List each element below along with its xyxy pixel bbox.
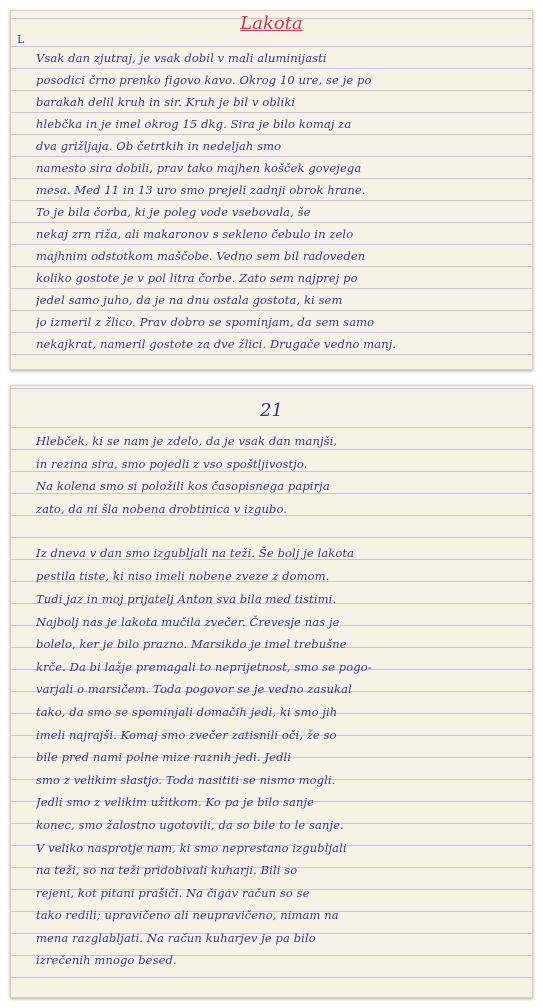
text-line: Iz dneva v dan smo izgubljali na teži. Še bolj je lakota — [36, 546, 355, 561]
text-line: smo z velikim slastjo. Toda nasititi se nismo mogli. — [36, 772, 336, 787]
text-line: nekajkrat, nameril gostote za dve žlici. Drugače vedno manj. — [36, 337, 397, 351]
text-line: mesa. Med 11 in 13 uro smo prejeli zadnji obrok hrane. — [36, 183, 366, 197]
text-line: izrečenih mnogo besed. — [36, 953, 177, 968]
text-line: Jedli smo z velikim užitkom. Ko pa je bilo sanje — [36, 795, 315, 810]
text-line: krče. Da bi lažje premagali to neprijetnost, smo se pogo- — [36, 659, 372, 674]
text-line: konec, smo žalostno ugotovili, da so bile to le sanje. — [36, 817, 344, 832]
text-line: posodici črno prenko figovo kavo. Okrog 10 ure, se je po — [36, 73, 372, 87]
handwritten-text-bottom — [36, 430, 522, 972]
page-title: Lakota — [240, 13, 303, 34]
text-line: pestila tiste, ki niso imeli nobene zveze z domom. — [36, 569, 330, 584]
text-line: koliko gostote je v pol litra čorbe. Zato sem najprej po — [36, 271, 358, 285]
text-line: V veliko nasprotje nam, ki smo neprestano izgubljali — [36, 840, 347, 855]
text-line: in rezina sira, smo pojedli z vso spoštljivostjo. — [36, 456, 308, 471]
text-line: bolelo, ker je bilo prazno. Marsikdo je imel trebušne — [36, 637, 347, 652]
text-line: Na kolena smo si položili kos časopisnega papirja — [36, 479, 330, 494]
text-line: Hlebček, ki se nam je zdelo, da je vsak dan manjši, — [36, 434, 338, 448]
text-line: Tudi jaz in moj prijatelj Anton sva bila med tistimi. — [36, 591, 337, 606]
text-line: majhnim odstotkom maščobe. Vedno sem bil radoveden — [36, 249, 366, 263]
text-line: bile pred nami polne mize raznih jedi. Jedli — [36, 750, 292, 765]
page-number: 21 — [260, 400, 283, 421]
text-line: imeli najrajši. Komaj smo zvečer zatisnili oči, že so — [36, 727, 337, 742]
margin-mark: L — [17, 33, 25, 46]
notebook-page-top — [10, 10, 533, 370]
text-line: jo izmeril z žlico. Prav dobro se spominjam, da sem samo — [36, 315, 375, 329]
text-line: varjali o marsičem. Toda pogovor se je vedno zasukal — [36, 682, 352, 697]
text-line: tako, da smo se spominjali domačih jedi, ki smo jih — [36, 704, 338, 719]
text-line: mena razglabljati. Na račun kuharjev je pa bilo — [36, 930, 316, 945]
text-line: To je bila čorba, ki je poleg vode vsebovala, še — [36, 205, 311, 219]
text-line: barakah delil kruh in sir. Kruh je bil v obliki — [36, 95, 296, 109]
text-line: tako redili; upravičeno ali neupravičeno, nimam na — [36, 908, 339, 923]
text-line: namesto sira dobili, prav tako majhen košček govejega — [36, 161, 362, 175]
text-line: zato, da ni šla nobena drobtinica v izgubo. — [36, 501, 288, 516]
text-line: na teži, so na teži pridobivali kuharji. Bili so — [36, 863, 298, 878]
text-line: Najbolj nas je lakota mučila zvečer. Črevesje nas je — [36, 614, 340, 629]
text-line: jedel samo juho, da je na dnu ostala gostota, ki sem — [36, 293, 343, 307]
text-line: dva grižljaja. Ob četrtkih in nedeljah smo — [36, 139, 282, 153]
text-line: Vsak dan zjutraj, je vsak dobil v mali aluminijasti — [36, 51, 327, 65]
text-line: nekaj zrn riža, ali makaronov s sekleno čebulo in zelo — [36, 227, 354, 241]
handwritten-text-top — [36, 47, 522, 355]
text-line: rejeni, kot pitani prašiči. Na čigav račun so se — [36, 885, 310, 900]
notebook-page-bottom — [10, 385, 533, 998]
text-line: hlebčka in je imel okrog 15 dkg. Sira je bilo komaj za — [36, 117, 352, 131]
